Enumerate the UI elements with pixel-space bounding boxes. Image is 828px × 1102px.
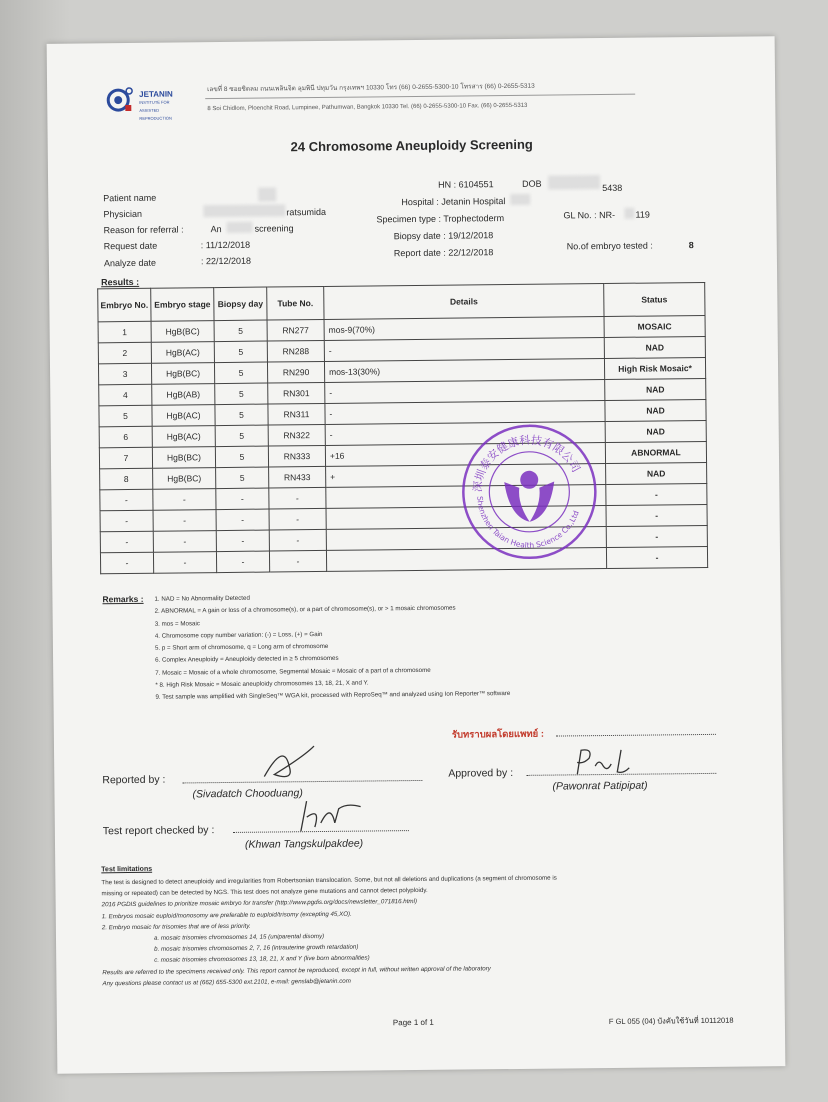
stamp-top-text: 深圳泰安健康科技有限公司 xyxy=(471,433,583,493)
col-tube-no: Tube No. xyxy=(267,286,324,320)
request-date-label: Request date xyxy=(103,240,158,252)
cell-embryo-no: 3 xyxy=(98,363,151,385)
cell-status: NAD xyxy=(604,336,705,358)
cell-embryo-no: 5 xyxy=(99,405,152,427)
cell-embryo-no: - xyxy=(100,552,153,574)
cell-status: NAD xyxy=(605,420,706,442)
cell-biopsy-day: 5 xyxy=(215,446,268,468)
approved-by-label: Approved by : xyxy=(448,766,514,780)
doctor-ack-label: รับทราบผลโดยแพทย์ : xyxy=(451,728,545,741)
cell-stage: HgB(BC) xyxy=(152,447,215,469)
request-date-value: : 11/12/2018 xyxy=(200,239,251,251)
thai-address: เลขที่ 8 ซอยชิดลม ถนนเพลินจิต ลุมพินี ปทุมวัน กรุงเทพฯ 10330 โทร (66) 0-2655-5300-10 โทรสาร (66) 0-2655-5313 xyxy=(207,82,535,94)
page-number: Page 1 of 1 xyxy=(392,1017,434,1028)
cell-status: - xyxy=(606,483,707,505)
cell-embryo-no: 4 xyxy=(99,384,152,406)
cell-tube-no: - xyxy=(269,550,326,572)
header-rule xyxy=(205,94,635,100)
limitation-line: b. mosaic trisomies chromosomes 2, 7, 16 (intrauterine growth retardation) xyxy=(154,943,359,953)
col-details: Details xyxy=(324,284,604,320)
cell-details: - xyxy=(325,380,605,404)
cell-embryo-no: 2 xyxy=(98,342,151,364)
col-biopsy-day: Biopsy day xyxy=(214,287,267,321)
remark-item: 4. Chromosome copy number variation: (-) = Loss, (+) = Gain xyxy=(154,630,323,640)
cell-stage: HgB(AB) xyxy=(152,384,215,406)
reported-by-label: Reported by : xyxy=(102,773,166,787)
redaction xyxy=(624,208,634,219)
cell-tube-no: RN333 xyxy=(268,445,325,467)
dob-tail: 5438 xyxy=(602,182,623,194)
patient-name-label: Patient name xyxy=(103,192,157,204)
cell-stage: - xyxy=(153,552,216,574)
remark-item: 5. p = Short arm of chromosome, q = Long arm of chromosome xyxy=(154,643,329,652)
company-stamp xyxy=(459,421,600,562)
cell-stage: HgB(BC) xyxy=(153,468,216,490)
limitation-line: a. mosaic trisomies chromosomes 14, 15 (uniparental disomy) xyxy=(153,932,325,942)
cell-stage: - xyxy=(153,489,216,511)
remark-item: 1. NAD = No Abnormality Detected xyxy=(154,594,250,603)
cell-tube-no: RN288 xyxy=(267,340,324,362)
cell-stage: HgB(BC) xyxy=(151,321,214,343)
checked-signature xyxy=(291,796,371,837)
cell-embryo-no: 1 xyxy=(98,321,151,343)
col-status: Status xyxy=(604,282,705,316)
cell-status: - xyxy=(606,546,707,568)
cell-embryo-no: 8 xyxy=(100,468,153,490)
cell-biopsy-day: 5 xyxy=(215,383,268,405)
results-label: Results : xyxy=(101,276,140,288)
limitations-heading: Test limitations xyxy=(101,865,153,874)
redaction xyxy=(227,222,253,233)
gl-number-label: GL No. : NR- xyxy=(563,209,616,221)
cell-status: MOSAIC xyxy=(604,315,705,337)
jetanin-logo-icon xyxy=(105,85,135,115)
cell-biopsy-day: - xyxy=(216,488,269,510)
hospital-field: Hospital : Jetanin Hospital xyxy=(401,196,506,208)
cell-biopsy-day: 5 xyxy=(214,362,267,384)
form-code: F GL 055 (04) บังคับใช้วันที่ 10112018 xyxy=(608,1015,734,1027)
cell-stage: HgB(AC) xyxy=(151,342,214,364)
cell-embryo-no: - xyxy=(100,489,153,511)
redaction xyxy=(258,187,276,201)
cell-status: - xyxy=(606,504,707,526)
reason-label: Reason for referral : xyxy=(103,224,184,236)
cell-details: - xyxy=(324,338,604,362)
cell-details: - xyxy=(325,401,605,425)
cell-tube-no: RN301 xyxy=(268,382,325,404)
cell-biopsy-day: 5 xyxy=(215,425,268,447)
cell-tube-no: RN433 xyxy=(269,466,326,488)
redaction xyxy=(548,175,600,190)
page-title: 24 Chromosome Aneuploidy Screening xyxy=(290,136,533,155)
cell-stage: HgB(AC) xyxy=(152,426,215,448)
report-date-field: Report date : 22/12/2018 xyxy=(393,247,494,259)
redaction xyxy=(203,204,285,217)
brand-sub-1: INSTITUTE FOR xyxy=(139,99,170,105)
physician-label: Physician xyxy=(103,208,142,220)
cell-embryo-no: - xyxy=(100,531,153,553)
remark-item: 2. ABNORMAL = A gain or loss of a chromosome(s), or a part of chromosome(s), or > 1 mosaic chromosomes xyxy=(154,604,456,616)
cell-tube-no: - xyxy=(269,487,326,509)
remark-item: 3. mos = Mosaic xyxy=(154,619,200,628)
cell-details: +16 xyxy=(325,443,605,467)
cell-stage: - xyxy=(153,510,216,532)
cell-stage: - xyxy=(153,531,216,553)
limitation-line: Any questions please contact us at (662) 655-5300 ext.2101, e-mail: genslab@jetanin.com xyxy=(102,977,351,988)
cell-biopsy-day: 5 xyxy=(214,320,267,342)
report-page xyxy=(47,36,786,1074)
cell-tube-no: RN322 xyxy=(268,424,325,446)
cell-tube-no: RN290 xyxy=(267,361,324,383)
cell-embryo-no: 6 xyxy=(99,426,152,448)
reason-value: screening xyxy=(254,223,294,234)
biopsy-date-field: Biopsy date : 19/12/2018 xyxy=(393,230,494,242)
limitation-line: Results are referred to the specimens received only. This report cannot be reproduced, except in full, without written approval of the laboratory xyxy=(102,964,491,976)
cell-status: NAD xyxy=(606,462,707,484)
redaction xyxy=(510,194,530,205)
cell-biopsy-day: 5 xyxy=(216,467,269,489)
results-table xyxy=(97,282,708,574)
limitation-line: 1. Embryos mosaic euploid/monosomy are preferable to euploid/trisomy (excepting 45,XO). xyxy=(101,910,352,920)
cell-details: mos-9(70%) xyxy=(324,317,604,341)
cell-embryo-no: 7 xyxy=(99,447,152,469)
cell-status: High Risk Mosaic* xyxy=(604,357,705,379)
cell-status: - xyxy=(606,525,707,547)
limitation-line: c. mosaic trisomies chromosomes 13, 18, 21, X and Y (live born abnormalities) xyxy=(154,954,370,965)
cell-biopsy-day: - xyxy=(216,530,269,552)
cell-biopsy-day: - xyxy=(216,509,269,531)
cell-tube-no: RN277 xyxy=(267,319,324,341)
brand-sub-3: REPRODUCTION xyxy=(139,115,172,121)
physician-value: ratsumida xyxy=(286,206,326,218)
remark-item: 9. Test sample was amplified with SingleSeq™ WGA kit, processed with ReproSeq™ and analyzed using Ion Reporter™ software xyxy=(155,690,511,702)
cell-embryo-no: - xyxy=(100,510,153,532)
limitation-line: The test is designed to detect aneuploidy and irregularities from Robertsonian translocation. Some, but not all deletions and duplications (a segment of chromosome is xyxy=(101,874,557,887)
reason-prefix: An xyxy=(210,224,222,235)
embryo-tested-value: 8 xyxy=(688,240,694,251)
checked-by-name: (Khwan Tangskulpakdee) xyxy=(244,837,364,851)
analyze-date-value: : 22/12/2018 xyxy=(200,255,252,267)
cell-details: mos-13(30%) xyxy=(324,359,604,383)
brand-sub-2: ASSISTED xyxy=(139,107,160,113)
cell-biopsy-day: 5 xyxy=(214,341,267,363)
remark-item: 6. Complex Aneuploidy = Aneuploidy detected in ≥ 5 chromosomes xyxy=(155,655,339,665)
approved-signature xyxy=(569,744,639,781)
approved-by-name: (Pawonrat Patipipat) xyxy=(552,779,648,793)
cell-details: - xyxy=(325,422,605,446)
cell-status: NAD xyxy=(605,378,706,400)
cell-biopsy-day: 5 xyxy=(215,404,268,426)
embryo-tested-label: No.of embryo tested : xyxy=(566,240,653,252)
remarks-list xyxy=(154,590,510,704)
dob-label: DOB xyxy=(522,178,542,189)
cell-status: ABNORMAL xyxy=(605,441,706,463)
gl-number-tail: 119 xyxy=(635,209,650,220)
cell-biopsy-day: - xyxy=(216,551,269,573)
specimen-field: Specimen type : Trophectoderm xyxy=(376,213,505,225)
limitations-list xyxy=(101,873,558,990)
col-embryo-no: Embryo No. xyxy=(98,288,151,322)
cell-details: + xyxy=(326,464,606,488)
analyze-date-label: Analyze date xyxy=(103,257,157,269)
col-embryo-stage: Embryo stage xyxy=(151,288,214,322)
doctor-ack-line xyxy=(556,734,716,737)
cell-tube-no: - xyxy=(269,508,326,530)
checked-by-label: Test report checked by : xyxy=(102,824,215,838)
reported-signature xyxy=(254,736,324,785)
cell-tube-no: RN311 xyxy=(268,403,325,425)
brand-title: JETANIN xyxy=(139,89,173,99)
remarks-label: Remarks : xyxy=(102,593,144,605)
stamp-bottom-text: Shenzhen Taian Health Science Co.,Ltd xyxy=(475,495,581,550)
limitation-line: 2016 PGDIS guidelines to prioritize mosaic embryo for transfer (http://www.pgdis.org/docs/newsletter_071816.html) xyxy=(101,898,418,909)
hn-field: HN : 6104551 xyxy=(438,179,494,190)
limitation-line: 2. Embryo mosaic for trisomies that are of less priority. xyxy=(101,922,251,932)
reported-by-name: (Sivadatch Chooduang) xyxy=(192,787,303,801)
cell-tube-no: - xyxy=(269,529,326,551)
cell-status: NAD xyxy=(605,399,706,421)
limitation-line: missing or repeated) can be detected by NGS. This test does not analyze gene mutations and cannot detect polyploidy. xyxy=(101,887,428,898)
english-address: 8 Soi Chidlom, Ploenchit Road, Lumpinee, Pathumwan, Bangkok 10330 Tel. (66) 0-2655-5300-10 Fax. (66) 0-2655-5313 xyxy=(207,102,528,113)
remark-item: 7. Mosaic = Mosaic of a whole chromosome, Segmental Mosaic = Mosaic of a part of a chromosome xyxy=(155,666,431,677)
remark-item: * 8. High Risk Mosaic = Mosaic aneuploidy chromosomes 13, 18, 21, X and Y. xyxy=(155,679,369,689)
brand-name xyxy=(139,91,173,123)
cell-stage: HgB(BC) xyxy=(151,363,214,385)
cell-stage: HgB(AC) xyxy=(152,405,215,427)
